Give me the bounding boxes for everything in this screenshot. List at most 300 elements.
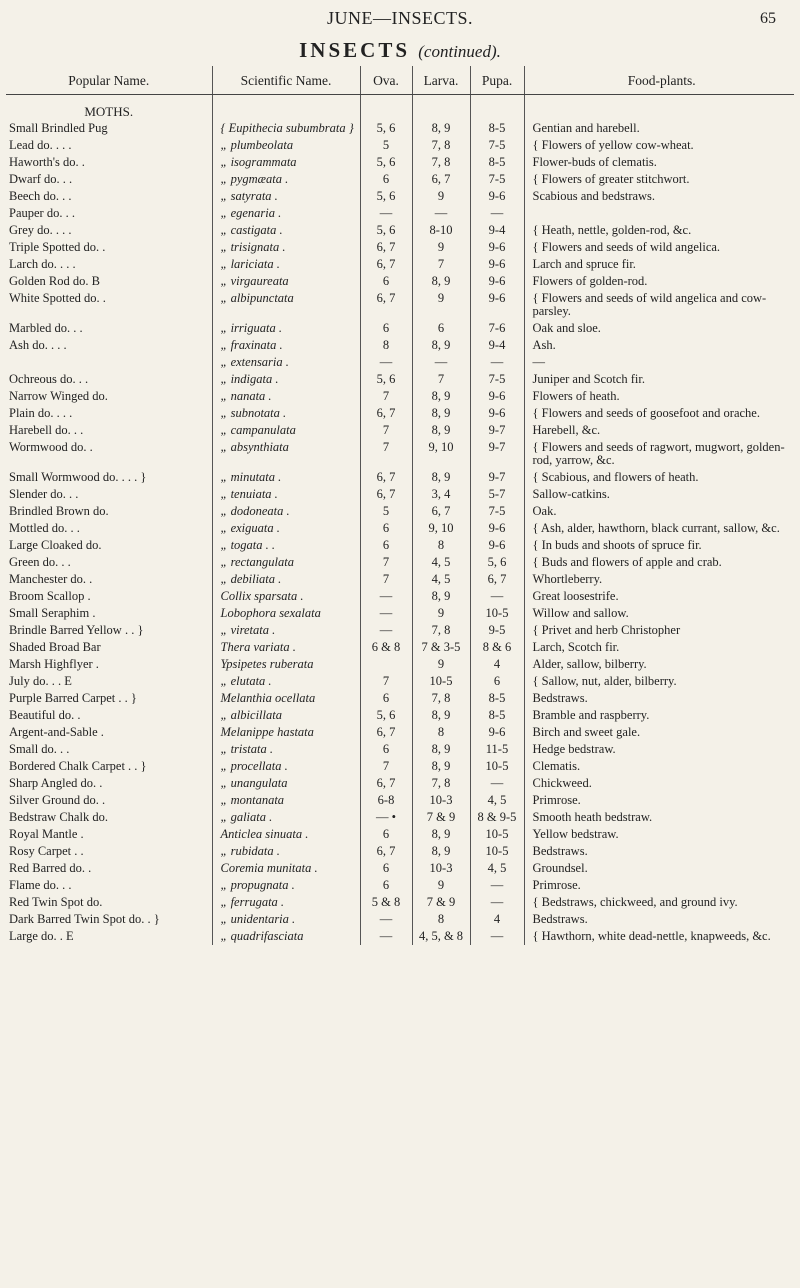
header-popular: Popular Name. (6, 66, 212, 95)
ova-months: 6, 7 (360, 239, 412, 256)
food-plants: Hedge bedstraw. (524, 741, 794, 758)
table-row (6, 469, 794, 486)
scientific-name: „ pygmæata . (212, 171, 360, 188)
table-row (6, 120, 794, 137)
popular-name: Small Wormwood do. . . . } (9, 470, 147, 484)
larva-months: 8, 9 (412, 422, 470, 439)
food-plants: Primrose. (524, 792, 794, 809)
food-plants: { Flowers and seeds of ragwort, mugwort, golden-rod, yarrow, &c. (524, 439, 794, 469)
table-row (6, 422, 794, 439)
popular-name: Narrow Winged do. (9, 389, 108, 403)
pupa-months: 9-7 (470, 439, 524, 469)
scientific-name: „ castigata . (212, 222, 360, 239)
food-plants: Groundsel. (524, 860, 794, 877)
popular-name: Triple Spotted do. . (9, 240, 106, 254)
larva-months: 8, 9 (412, 273, 470, 290)
table-row (6, 520, 794, 537)
table-row (6, 928, 794, 945)
popular-name: Red Twin Spot do. (9, 895, 103, 909)
table-row (6, 239, 794, 256)
ova-months: 6 (360, 877, 412, 894)
ova-months: 6, 7 (360, 469, 412, 486)
table-row (6, 826, 794, 843)
food-plants: Flowers of heath. (524, 388, 794, 405)
pupa-months: 4, 5 (470, 792, 524, 809)
scientific-name: Lobophora sexalata (212, 605, 360, 622)
popular-name: Dwarf do. . . (9, 172, 73, 186)
popular-name: Bedstraw Chalk do. (9, 810, 108, 824)
scientific-name: „ minutata . (212, 469, 360, 486)
ova-months: 7 (360, 571, 412, 588)
table-row (6, 554, 794, 571)
larva-months: 9 (412, 605, 470, 622)
scientific-name: „ tenuiata . (212, 486, 360, 503)
ova-months: 5, 6 (360, 120, 412, 137)
ova-months: 6, 7 (360, 405, 412, 422)
table-row (6, 256, 794, 273)
popular-name: Green do. . . (9, 555, 71, 569)
pupa-months: — (470, 588, 524, 605)
ova-months: 6 & 8 (360, 639, 412, 656)
pupa-months: 10-5 (470, 758, 524, 775)
popular-name: Brindled Brown do. (9, 504, 109, 518)
ova-months: 5, 6 (360, 188, 412, 205)
popular-name: Pauper do. . . (9, 206, 75, 220)
scientific-name: { Eupithecia subumbrata } (212, 120, 360, 137)
page-number: 65 (760, 10, 776, 27)
table-row (6, 775, 794, 792)
food-plants: { Flowers of yellow cow-wheat. (524, 137, 794, 154)
table-row (6, 486, 794, 503)
group-label: MOTHS. (84, 104, 134, 119)
ova-months: 6 (360, 690, 412, 707)
pupa-months: 11-5 (470, 741, 524, 758)
food-plants: Alder, sallow, bilberry. (524, 656, 794, 673)
ova-months: 6, 7 (360, 775, 412, 792)
scientific-name: Coremia munitata . (212, 860, 360, 877)
popular-name: Wormwood do. . (9, 440, 93, 454)
scientific-name: „ unidentaria . (212, 911, 360, 928)
table-row (6, 388, 794, 405)
table-row (6, 605, 794, 622)
pupa-months: 8-5 (470, 120, 524, 137)
popular-name: Beautiful do. . (9, 708, 81, 722)
food-plants: { Sallow, nut, alder, bilberry. (524, 673, 794, 690)
pupa-months: 9-6 (470, 405, 524, 422)
table-row (6, 537, 794, 554)
larva-months: 6, 7 (412, 171, 470, 188)
popular-name: Brindle Barred Yellow . . } (9, 623, 144, 637)
popular-name: Small do. . . (9, 742, 70, 756)
ova-months: — (360, 622, 412, 639)
larva-months: 9 (412, 656, 470, 673)
pupa-months: 7-5 (470, 503, 524, 520)
table-row (6, 911, 794, 928)
pupa-months: — (470, 205, 524, 222)
scientific-name: „ subnotata . (212, 405, 360, 422)
scientific-name: „ unangulata (212, 775, 360, 792)
ova-months: 6 (360, 860, 412, 877)
food-plants: { Hawthorn, white dead-nettle, knapweeds, &c. (524, 928, 794, 945)
table-row (6, 707, 794, 724)
header-larva: Larva. (412, 66, 470, 95)
table-row (6, 588, 794, 605)
ova-months: — (360, 354, 412, 371)
food-plants: { Heath, nettle, golden-rod, &c. (524, 222, 794, 239)
larva-months: 9, 10 (412, 439, 470, 469)
pupa-months: — (470, 354, 524, 371)
food-plants: { Flowers and seeds of wild angelica and cow-parsley. (524, 290, 794, 320)
larva-months: 4, 5 (412, 571, 470, 588)
pupa-months: 4, 5 (470, 860, 524, 877)
scientific-name: „ trisignata . (212, 239, 360, 256)
scientific-name: „ galiata . (212, 809, 360, 826)
pupa-months: 9-6 (470, 273, 524, 290)
popular-name: Marsh Highflyer . (9, 657, 99, 671)
popular-name: Ochreous do. . . (9, 372, 89, 386)
pupa-months: 8 & 6 (470, 639, 524, 656)
pupa-months: 5-7 (470, 486, 524, 503)
food-plants: Bedstraws. (524, 690, 794, 707)
popular-name: Grey do. . . . (9, 223, 72, 237)
pupa-months: 9-6 (470, 520, 524, 537)
pupa-months: 9-6 (470, 388, 524, 405)
table-row (6, 860, 794, 877)
larva-months: 7 (412, 371, 470, 388)
food-plants: Flower-buds of clematis. (524, 154, 794, 171)
table-row (6, 171, 794, 188)
pupa-months: 8-5 (470, 690, 524, 707)
ova-months: 6 (360, 320, 412, 337)
pupa-months: 9-6 (470, 537, 524, 554)
larva-months: 7 (412, 256, 470, 273)
larva-months: 8, 9 (412, 588, 470, 605)
larva-months: 9 (412, 877, 470, 894)
scientific-name: „ virgaureata (212, 273, 360, 290)
larva-months: 7, 8 (412, 775, 470, 792)
food-plants: Scabious and bedstraws. (524, 188, 794, 205)
header-scientific: Scientific Name. (212, 66, 360, 95)
ova-months: 7 (360, 554, 412, 571)
table-row (6, 354, 794, 371)
scientific-name: „ albicillata (212, 707, 360, 724)
section-title-continued: (continued). (418, 42, 501, 61)
popular-name: Small Brindled Pug (9, 121, 108, 135)
pupa-months: 10-5 (470, 605, 524, 622)
popular-name: Rosy Carpet . . (9, 844, 84, 858)
popular-name: Broom Scallop . (9, 589, 91, 603)
pupa-months: 7-5 (470, 137, 524, 154)
table-row (6, 877, 794, 894)
food-plants: Chickweed. (524, 775, 794, 792)
pupa-months: 5, 6 (470, 554, 524, 571)
popular-name: Slender do. . . (9, 487, 79, 501)
ova-months: 5 (360, 137, 412, 154)
food-plants: { Bedstraws, chickweed, and ground ivy. (524, 894, 794, 911)
larva-months: 3, 4 (412, 486, 470, 503)
food-plants: Great loosestrife. (524, 588, 794, 605)
larva-months: — (412, 205, 470, 222)
food-plants: Whortleberry. (524, 571, 794, 588)
popular-name: Flame do. . . (9, 878, 72, 892)
popular-name: Golden Rod do. B (9, 274, 100, 288)
popular-name: Dark Barred Twin Spot do. . } (9, 912, 160, 926)
scientific-name: „ ferrugata . (212, 894, 360, 911)
section-title-text: INSECTS (299, 38, 411, 62)
ova-months: 7 (360, 388, 412, 405)
table-row (6, 741, 794, 758)
table-row (6, 724, 794, 741)
popular-name: Beech do. . . (9, 189, 72, 203)
food-plants: Smooth heath bedstraw. (524, 809, 794, 826)
header-food: Food-plants. (524, 66, 794, 95)
ova-months (360, 656, 412, 673)
scientific-name: „ egenaria . (212, 205, 360, 222)
food-plants: { Privet and herb Christopher (524, 622, 794, 639)
ova-months: 8 (360, 337, 412, 354)
table-row (6, 809, 794, 826)
larva-months: 10-3 (412, 860, 470, 877)
popular-name: Royal Mantle . (9, 827, 84, 841)
ova-months: 5 (360, 503, 412, 520)
popular-name: Larch do. . . . (9, 257, 76, 271)
table-row (6, 371, 794, 388)
pupa-months: 10-5 (470, 843, 524, 860)
scientific-name: „ propugnata . (212, 877, 360, 894)
ova-months: 6 (360, 741, 412, 758)
table-row (6, 503, 794, 520)
table-row (6, 273, 794, 290)
ova-months: 6 (360, 171, 412, 188)
scientific-name: „ indigata . (212, 371, 360, 388)
section-title (0, 38, 800, 63)
table-row (6, 137, 794, 154)
pupa-months: 9-6 (470, 188, 524, 205)
ova-months: 6 (360, 520, 412, 537)
table-row (6, 622, 794, 639)
larva-months: 7, 8 (412, 622, 470, 639)
food-plants: Gentian and harebell. (524, 120, 794, 137)
larva-months: 8, 9 (412, 120, 470, 137)
food-plants: Primrose. (524, 877, 794, 894)
popular-name: July do. . . E (9, 674, 72, 688)
larva-months: 8 (412, 911, 470, 928)
food-plants: { Scabious, and flowers of heath. (524, 469, 794, 486)
food-plants: { In buds and shoots of spruce fir. (524, 537, 794, 554)
scientific-name: „ nanata . (212, 388, 360, 405)
table-row (6, 320, 794, 337)
ova-months: 7 (360, 439, 412, 469)
pupa-months: — (470, 775, 524, 792)
pupa-months: — (470, 877, 524, 894)
scientific-name: „ extensaria . (212, 354, 360, 371)
scientific-name: „ irriguata . (212, 320, 360, 337)
food-plants: Clematis. (524, 758, 794, 775)
scientific-name: „ fraxinata . (212, 337, 360, 354)
scientific-name: Collix sparsata . (212, 588, 360, 605)
ova-months: — • (360, 809, 412, 826)
popular-name: Marbled do. . . (9, 321, 83, 335)
table-row (6, 792, 794, 809)
ova-months: — (360, 928, 412, 945)
scientific-name: „ elutata . (212, 673, 360, 690)
pupa-months: 7-6 (470, 320, 524, 337)
table-body (6, 95, 794, 946)
popular-name: Silver Ground do. . (9, 793, 106, 807)
scientific-name: Thera variata . (212, 639, 360, 656)
scientific-name: „ viretata . (212, 622, 360, 639)
scientific-name: „ rectangulata (212, 554, 360, 571)
food-plants (524, 205, 794, 222)
larva-months: 8, 9 (412, 388, 470, 405)
food-plants: { Ash, alder, hawthorn, black currant, sallow, &c. (524, 520, 794, 537)
larva-months: 8, 9 (412, 843, 470, 860)
food-plants: Oak and sloe. (524, 320, 794, 337)
popular-name: Harebell do. . . (9, 423, 84, 437)
food-plants: Bramble and raspberry. (524, 707, 794, 724)
pupa-months: 4 (470, 656, 524, 673)
food-plants: Bedstraws. (524, 911, 794, 928)
scientific-name: „ albipunctata (212, 290, 360, 320)
popular-name: Lead do. . . . (9, 138, 72, 152)
larva-months: 9, 10 (412, 520, 470, 537)
scientific-name: „ dodoneata . (212, 503, 360, 520)
popular-name: Manchester do. . (9, 572, 93, 586)
pupa-months: 9-6 (470, 290, 524, 320)
food-plants: Ash. (524, 337, 794, 354)
group-row (6, 95, 794, 121)
ova-months: 6, 7 (360, 290, 412, 320)
header-pupa: Pupa. (470, 66, 524, 95)
food-plants: { Flowers of greater stitchwort. (524, 171, 794, 188)
ova-months: 5, 6 (360, 222, 412, 239)
scientific-name: Anticlea sinuata . (212, 826, 360, 843)
ova-months: — (360, 205, 412, 222)
pupa-months: 9-6 (470, 724, 524, 741)
food-plants: Bedstraws. (524, 843, 794, 860)
larva-months: 8-10 (412, 222, 470, 239)
popular-name: Plain do. . . . (9, 406, 73, 420)
larva-months: 7, 8 (412, 154, 470, 171)
larva-months: 8, 9 (412, 337, 470, 354)
scientific-name: Melanthia ocellata (212, 690, 360, 707)
scientific-name: „ montanata (212, 792, 360, 809)
popular-name: Large Cloaked do. (9, 538, 102, 552)
scientific-name: Melanippe hastata (212, 724, 360, 741)
pupa-months: 7-5 (470, 371, 524, 388)
larva-months: 8, 9 (412, 741, 470, 758)
scientific-name: „ plumbeolata (212, 137, 360, 154)
scientific-name: „ lariciata . (212, 256, 360, 273)
pupa-months: 7-5 (470, 171, 524, 188)
popular-name: Shaded Broad Bar (9, 640, 101, 654)
scientific-name: „ togata . . (212, 537, 360, 554)
larva-months: 4, 5 (412, 554, 470, 571)
popular-name (6, 354, 212, 371)
table-row (6, 758, 794, 775)
popular-name: Argent-and-Sable . (9, 725, 104, 739)
insects-table (6, 66, 794, 945)
larva-months: 8, 9 (412, 405, 470, 422)
ova-months: 7 (360, 422, 412, 439)
larva-months: 9 (412, 239, 470, 256)
pupa-months: 4 (470, 911, 524, 928)
ova-months: 6, 7 (360, 256, 412, 273)
larva-months: 9 (412, 290, 470, 320)
table-row (6, 188, 794, 205)
larva-months: 10-5 (412, 673, 470, 690)
running-title: JUNE—INSECTS. (326, 8, 473, 28)
table-row (6, 337, 794, 354)
food-plants: Yellow bedstraw. (524, 826, 794, 843)
ova-months: — (360, 588, 412, 605)
running-head (0, 8, 800, 32)
food-plants: Harebell, &c. (524, 422, 794, 439)
popular-name: Ash do. . . . (9, 338, 67, 352)
table-row (6, 439, 794, 469)
larva-months: 8 (412, 537, 470, 554)
larva-months: 9 (412, 188, 470, 205)
larva-months: 7 & 9 (412, 894, 470, 911)
table-row (6, 571, 794, 588)
table-row (6, 639, 794, 656)
food-plants: { Buds and flowers of apple and crab. (524, 554, 794, 571)
table-header-row (6, 66, 794, 95)
popular-name: Mottled do. . . (9, 521, 80, 535)
popular-name: White Spotted do. . (9, 291, 106, 305)
popular-name: Haworth's do. . (9, 155, 85, 169)
food-plants: Larch, Scotch fir. (524, 639, 794, 656)
header-ova: Ova. (360, 66, 412, 95)
larva-months: 7 & 3-5 (412, 639, 470, 656)
ova-months: 5, 6 (360, 154, 412, 171)
popular-name: Red Barred do. . (9, 861, 92, 875)
larva-months: 7 & 9 (412, 809, 470, 826)
popular-name: Bordered Chalk Carpet . . } (9, 759, 147, 773)
popular-name: Large do. . E (9, 929, 74, 943)
larva-months: 6, 7 (412, 503, 470, 520)
larva-months: 8 (412, 724, 470, 741)
pupa-months: 8-5 (470, 154, 524, 171)
table-row (6, 894, 794, 911)
ova-months: — (360, 911, 412, 928)
table-row (6, 222, 794, 239)
scientific-name: „ quadrifasciata (212, 928, 360, 945)
food-plants: { Flowers and seeds of wild angelica. (524, 239, 794, 256)
pupa-months: 9-4 (470, 222, 524, 239)
pupa-months: 10-5 (470, 826, 524, 843)
scientific-name: „ satyrata . (212, 188, 360, 205)
pupa-months: 9-7 (470, 422, 524, 439)
pupa-months: 9-7 (470, 469, 524, 486)
ova-months: 6, 7 (360, 843, 412, 860)
ova-months: 6-8 (360, 792, 412, 809)
ova-months: 5, 6 (360, 371, 412, 388)
food-plants: Juniper and Scotch fir. (524, 371, 794, 388)
pupa-months: 8 & 9-5 (470, 809, 524, 826)
table-row (6, 290, 794, 320)
pupa-months: 9-6 (470, 256, 524, 273)
ova-months: 7 (360, 673, 412, 690)
ova-months: 7 (360, 758, 412, 775)
scientific-name: „ tristata . (212, 741, 360, 758)
larva-months: 7, 8 (412, 690, 470, 707)
larva-months: 8, 9 (412, 469, 470, 486)
table-row (6, 205, 794, 222)
pupa-months: — (470, 928, 524, 945)
scientific-name: „ rubidata . (212, 843, 360, 860)
ova-months: — (360, 605, 412, 622)
